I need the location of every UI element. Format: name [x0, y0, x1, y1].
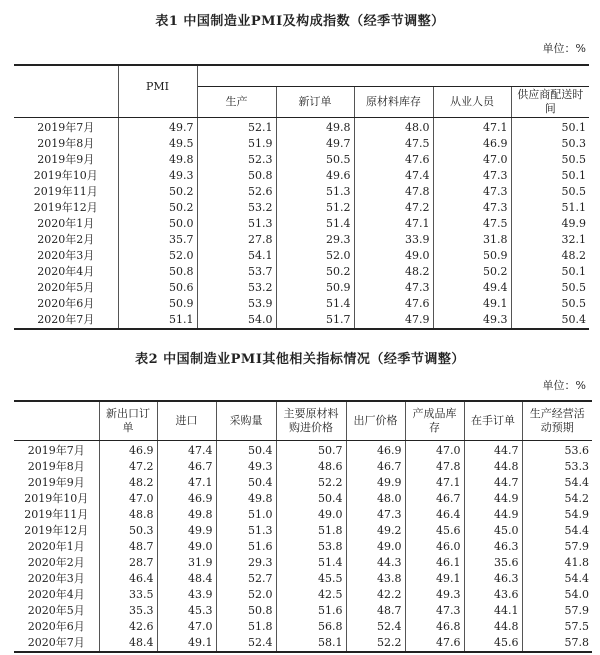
table-cell: 47.6: [354, 152, 433, 168]
row-label: 2020年6月: [37, 297, 95, 310]
table-cell: 33.5: [99, 587, 157, 603]
table-cell: 51.1: [118, 312, 197, 329]
table-cell: 52.2: [276, 475, 346, 491]
table-cell: 47.9: [354, 312, 433, 329]
table-cell: 35.7: [118, 232, 197, 248]
table-cell: 50.2: [118, 200, 197, 216]
table-cell: 57.9: [522, 539, 592, 555]
header-new-orders: 新订单: [276, 87, 354, 118]
header-corner: [14, 65, 118, 118]
table-cell: 47.3: [433, 200, 511, 216]
table-cell: 46.3: [464, 571, 522, 587]
table-cell: 50.9: [276, 280, 354, 296]
table-cell: 47.0: [405, 441, 464, 460]
table-cell: 51.7: [276, 312, 354, 329]
row-label: 2020年5月: [37, 281, 95, 294]
table-cell: 27.8: [197, 232, 276, 248]
table-row: [14, 441, 592, 460]
table-cell: 53.2: [197, 280, 276, 296]
table-row: [14, 152, 589, 168]
table-row: [14, 280, 589, 296]
table-cell: 50.4: [216, 441, 276, 460]
table-cell: 48.2: [354, 264, 433, 280]
table-cell: 49.9: [346, 475, 405, 491]
table-cell: 43.6: [464, 587, 522, 603]
table-cell: 46.9: [157, 491, 216, 507]
table-row: [14, 312, 589, 329]
table-cell: 54.4: [522, 571, 592, 587]
row-label: 2019年9月: [37, 153, 95, 166]
table-cell: 44.9: [464, 507, 522, 523]
table-cell: 47.6: [354, 296, 433, 312]
header-output-prices: 出厂价格: [346, 401, 405, 441]
table-cell: 57.9: [522, 603, 592, 619]
row-label: 2020年7月: [27, 636, 85, 649]
table-cell: 51.3: [197, 216, 276, 232]
table-cell: 50.5: [276, 152, 354, 168]
table-cell: 46.3: [464, 539, 522, 555]
table-cell: 47.3: [405, 603, 464, 619]
table-cell: 53.6: [522, 441, 592, 460]
row-label: 2020年3月: [27, 572, 85, 585]
table-cell: 41.8: [522, 555, 592, 571]
table-cell: 46.7: [157, 459, 216, 475]
table-cell: 49.9: [157, 523, 216, 539]
header-pmi: PMI: [118, 65, 197, 118]
table-cell: 48.2: [511, 248, 589, 264]
table-cell: 50.5: [511, 152, 589, 168]
table-cell: 47.1: [433, 118, 511, 137]
table-cell: 49.8: [118, 152, 197, 168]
table-row: [14, 571, 592, 587]
table-cell: 51.1: [511, 200, 589, 216]
table-cell: 42.2: [346, 587, 405, 603]
table-cell: 50.9: [118, 296, 197, 312]
table-cell: 51.6: [216, 539, 276, 555]
table-cell: 57.5: [522, 619, 592, 635]
table-cell: 44.7: [464, 441, 522, 460]
table-cell: 45.3: [157, 603, 216, 619]
table-cell: 44.8: [464, 619, 522, 635]
table-cell: 51.8: [276, 523, 346, 539]
table1-title: 表1 中国制造业PMI及构成指数（经季节调整）: [155, 14, 445, 29]
table-row: [14, 491, 592, 507]
table-cell: 44.1: [464, 603, 522, 619]
row-label: 2020年4月: [37, 265, 95, 278]
table2-title: 表2 中国制造业PMI其他相关指标情况（经季节调整）: [135, 352, 465, 367]
table-cell: 52.0: [216, 587, 276, 603]
table-cell: 51.2: [276, 200, 354, 216]
table-cell: 47.8: [405, 459, 464, 475]
table-cell: 51.3: [276, 184, 354, 200]
table-cell: 49.8: [157, 507, 216, 523]
table-cell: 48.0: [354, 118, 433, 137]
table-cell: 35.3: [99, 603, 157, 619]
table-row: [14, 184, 589, 200]
table-row: [14, 459, 592, 475]
table-cell: 47.0: [99, 491, 157, 507]
table-cell: 50.5: [511, 184, 589, 200]
table-cell: 49.2: [346, 523, 405, 539]
row-label: 2019年7月: [27, 444, 85, 457]
table-cell: 50.8: [197, 168, 276, 184]
table-row: [14, 200, 589, 216]
table-row: [14, 555, 592, 571]
table-cell: 52.2: [346, 635, 405, 652]
table-cell: 49.0: [346, 539, 405, 555]
table-cell: 52.1: [197, 118, 276, 137]
header-finished-goods-inventory: 产成品库存: [405, 401, 464, 441]
table-cell: 44.8: [464, 459, 522, 475]
table-cell: 50.8: [118, 264, 197, 280]
table-cell: 47.3: [346, 507, 405, 523]
table-row: [14, 603, 592, 619]
table-cell: 33.9: [354, 232, 433, 248]
table-cell: 46.4: [99, 571, 157, 587]
table-cell: 51.4: [276, 296, 354, 312]
table-row: [14, 296, 589, 312]
table-row: [14, 619, 592, 635]
table-cell: 47.4: [157, 441, 216, 460]
table-row: [14, 539, 592, 555]
table-cell: 49.3: [433, 312, 511, 329]
row-label: 2020年6月: [27, 620, 85, 633]
table-cell: 49.3: [216, 459, 276, 475]
table-cell: 52.3: [197, 152, 276, 168]
table-cell: 50.0: [118, 216, 197, 232]
header-corner: [14, 401, 99, 441]
table-cell: 54.0: [522, 587, 592, 603]
table-cell: 47.3: [433, 184, 511, 200]
table-cell: 51.3: [216, 523, 276, 539]
row-label: 2020年3月: [37, 249, 95, 262]
table-cell: 54.4: [522, 475, 592, 491]
table-cell: 50.4: [216, 475, 276, 491]
table-cell: 52.0: [276, 248, 354, 264]
table-cell: 47.8: [354, 184, 433, 200]
table-cell: 53.2: [197, 200, 276, 216]
table-cell: 31.9: [157, 555, 216, 571]
table-cell: 47.2: [354, 200, 433, 216]
table-cell: 49.0: [354, 248, 433, 264]
table-row: [14, 168, 589, 184]
table-cell: 53.8: [276, 539, 346, 555]
table-row: [14, 587, 592, 603]
table-cell: 53.7: [197, 264, 276, 280]
table-cell: 52.7: [216, 571, 276, 587]
table-cell: 52.6: [197, 184, 276, 200]
table-cell: 54.1: [197, 248, 276, 264]
row-label: 2019年8月: [27, 460, 85, 473]
row-label: 2019年10月: [33, 169, 98, 182]
table-cell: 52.4: [216, 635, 276, 652]
table-cell: 49.3: [118, 168, 197, 184]
table-cell: 50.2: [276, 264, 354, 280]
table-cell: 48.6: [276, 459, 346, 475]
table-cell: 45.5: [276, 571, 346, 587]
table-cell: 43.9: [157, 587, 216, 603]
table-row: [14, 232, 589, 248]
table-cell: 50.4: [511, 312, 589, 329]
table-cell: 49.4: [433, 280, 511, 296]
table-cell: 46.0: [405, 539, 464, 555]
row-label: 2020年7月: [37, 313, 95, 326]
table-cell: 47.0: [433, 152, 511, 168]
row-label: 2020年2月: [37, 233, 95, 246]
row-label: 2020年5月: [27, 604, 85, 617]
table-cell: 50.3: [511, 136, 589, 152]
table-cell: 43.8: [346, 571, 405, 587]
header-employment: 从业人员: [433, 87, 511, 118]
row-label: 2019年12月: [33, 201, 98, 214]
table-cell: 50.5: [511, 280, 589, 296]
table-cell: 47.1: [157, 475, 216, 491]
pmi-other-indicators-table: [14, 400, 592, 653]
table-cell: 47.3: [433, 168, 511, 184]
table-cell: 49.0: [157, 539, 216, 555]
table-cell: 46.9: [346, 441, 405, 460]
pmi-composition-table: [14, 64, 589, 330]
table-cell: 46.9: [433, 136, 511, 152]
table-cell: 51.6: [276, 603, 346, 619]
header-raw-material-inventory: 原材料库存: [354, 87, 433, 118]
table-row: [14, 118, 589, 137]
table-cell: 54.0: [197, 312, 276, 329]
table-cell: 52.0: [118, 248, 197, 264]
table-cell: 50.2: [118, 184, 197, 200]
table-cell: 46.7: [405, 491, 464, 507]
table-cell: 29.3: [216, 555, 276, 571]
table-cell: 50.3: [99, 523, 157, 539]
header-imports: 进口: [157, 401, 216, 441]
table-cell: 56.8: [276, 619, 346, 635]
row-label: 2020年1月: [27, 540, 85, 553]
table-cell: 49.1: [433, 296, 511, 312]
table-cell: 51.8: [216, 619, 276, 635]
table-cell: 46.4: [405, 507, 464, 523]
table-cell: 45.6: [464, 635, 522, 652]
table-cell: 42.5: [276, 587, 346, 603]
table-cell: 51.0: [216, 507, 276, 523]
table-row: [14, 507, 592, 523]
table-cell: 54.4: [522, 523, 592, 539]
table-cell: 44.9: [464, 491, 522, 507]
table-row: [14, 136, 589, 152]
table-row: [14, 264, 589, 280]
table-cell: 28.7: [99, 555, 157, 571]
table-cell: 53.3: [522, 459, 592, 475]
table-row: [14, 635, 592, 652]
row-label: 2019年9月: [27, 476, 85, 489]
table-cell: 50.6: [118, 280, 197, 296]
table-cell: 49.8: [276, 118, 354, 137]
table-cell: 48.2: [99, 475, 157, 491]
table-cell: 52.4: [346, 619, 405, 635]
table-cell: 49.8: [216, 491, 276, 507]
table-cell: 47.2: [99, 459, 157, 475]
row-label: 2019年7月: [37, 121, 95, 134]
table-cell: 49.1: [405, 571, 464, 587]
header-purchase-quantity: 采购量: [216, 401, 276, 441]
table-cell: 46.8: [405, 619, 464, 635]
table-row: [14, 248, 589, 264]
row-label: 2020年4月: [27, 588, 85, 601]
table-cell: 42.6: [99, 619, 157, 635]
table-cell: 50.5: [511, 296, 589, 312]
table-cell: 50.9: [433, 248, 511, 264]
table-cell: 46.9: [99, 441, 157, 460]
table-cell: 50.2: [433, 264, 511, 280]
row-label: 2020年2月: [27, 556, 85, 569]
table-cell: 48.4: [157, 571, 216, 587]
table-cell: 48.4: [99, 635, 157, 652]
table-cell: 47.3: [354, 280, 433, 296]
table-cell: 47.1: [405, 475, 464, 491]
table-cell: 51.9: [197, 136, 276, 152]
table-cell: 50.1: [511, 118, 589, 137]
table-row: [14, 523, 592, 539]
table-cell: 46.7: [346, 459, 405, 475]
table-cell: 51.4: [276, 216, 354, 232]
table-row: [14, 216, 589, 232]
table2-unit: 单位：%: [542, 379, 586, 392]
table-cell: 47.0: [157, 619, 216, 635]
header-supplier-delivery-time: 供应商配送时间: [511, 87, 589, 118]
table-cell: 58.1: [276, 635, 346, 652]
header-new-export-orders: 新出口订单: [99, 401, 157, 441]
table-cell: 50.8: [216, 603, 276, 619]
header-production: 生产: [197, 87, 276, 118]
row-label: 2019年12月: [24, 524, 89, 537]
table-cell: 48.0: [346, 491, 405, 507]
row-label: 2020年1月: [37, 217, 95, 230]
table-cell: 45.0: [464, 523, 522, 539]
table-cell: 49.6: [276, 168, 354, 184]
table-cell: 50.4: [276, 491, 346, 507]
table-cell: 48.7: [99, 539, 157, 555]
table-cell: 48.8: [99, 507, 157, 523]
table-cell: 51.4: [276, 555, 346, 571]
row-label: 2019年8月: [37, 137, 95, 150]
table-cell: 47.5: [354, 136, 433, 152]
table-row: [14, 475, 592, 491]
table-cell: 29.3: [276, 232, 354, 248]
table-cell: 47.4: [354, 168, 433, 184]
header-business-expectations: 生产经营活动预期: [522, 401, 592, 441]
table-cell: 45.6: [405, 523, 464, 539]
table-cell: 49.7: [276, 136, 354, 152]
table-cell: 49.3: [405, 587, 464, 603]
table-cell: 50.7: [276, 441, 346, 460]
table-cell: 48.7: [346, 603, 405, 619]
table-cell: 31.8: [433, 232, 511, 248]
row-label: 2019年11月: [33, 185, 98, 198]
table-cell: 49.7: [118, 118, 197, 137]
table-cell: 32.1: [511, 232, 589, 248]
header-backlog-orders: 在手订单: [464, 401, 522, 441]
table-cell: 44.3: [346, 555, 405, 571]
table-cell: 54.9: [522, 507, 592, 523]
header-input-prices: 主要原材料购进价格: [276, 401, 346, 441]
table-cell: 54.2: [522, 491, 592, 507]
table-cell: 49.1: [157, 635, 216, 652]
table-cell: 47.6: [405, 635, 464, 652]
table-cell: 50.1: [511, 264, 589, 280]
header-spacer: [197, 65, 589, 87]
table-cell: 53.9: [197, 296, 276, 312]
table-cell: 49.5: [118, 136, 197, 152]
table-cell: 46.1: [405, 555, 464, 571]
table-cell: 47.1: [354, 216, 433, 232]
table-cell: 44.7: [464, 475, 522, 491]
table-cell: 57.8: [522, 635, 592, 652]
table-cell: 49.9: [511, 216, 589, 232]
row-label: 2019年11月: [24, 508, 89, 521]
table-cell: 49.0: [276, 507, 346, 523]
table-cell: 47.5: [433, 216, 511, 232]
row-label: 2019年10月: [24, 492, 89, 505]
table1-unit: 单位：%: [542, 42, 586, 55]
table-cell: 50.1: [511, 168, 589, 184]
table-cell: 35.6: [464, 555, 522, 571]
